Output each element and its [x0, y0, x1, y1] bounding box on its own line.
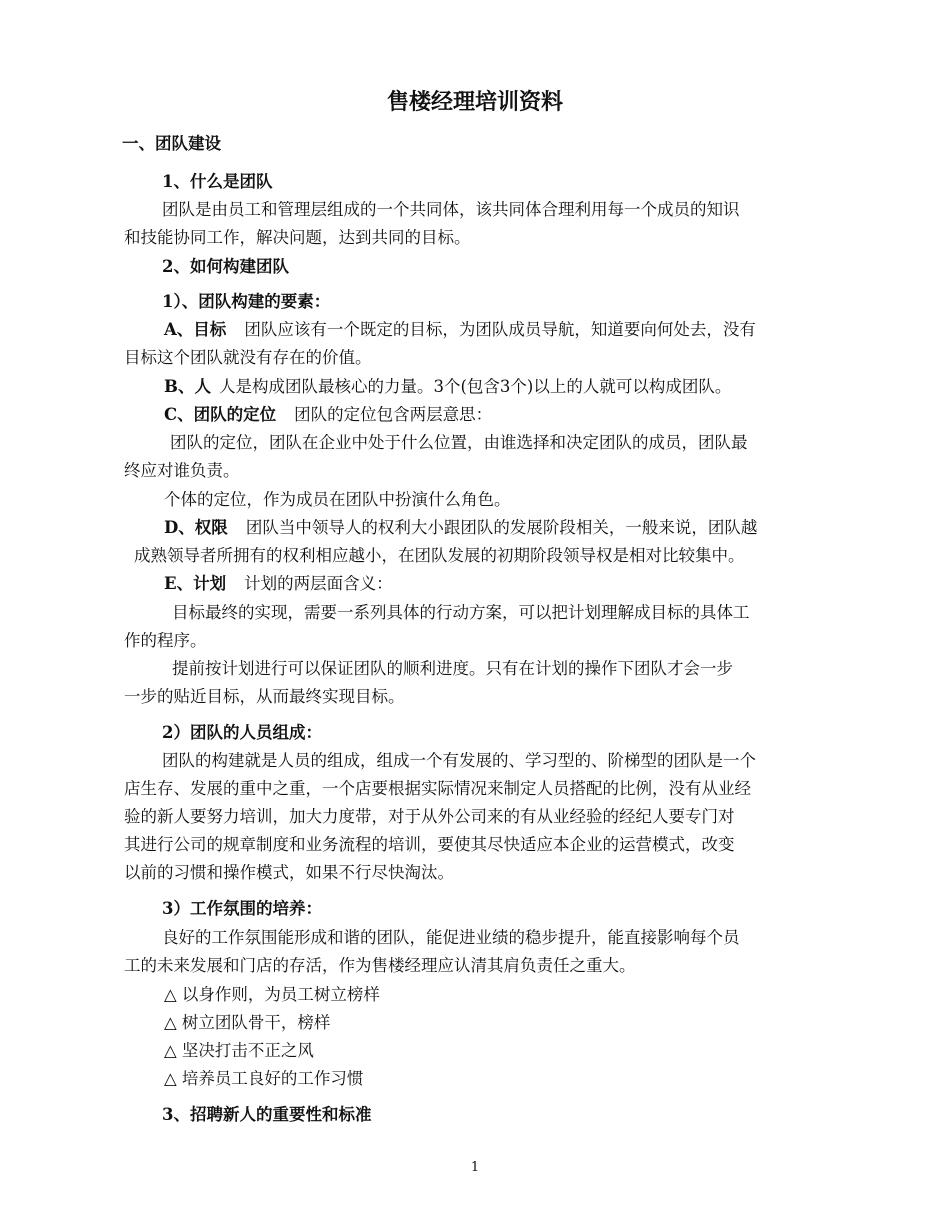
list-item: △ 培养员工良好的工作习惯 [164, 1069, 364, 1088]
page-number: 1 [470, 1160, 480, 1175]
list-item: △ 坚决打击不正之风 [164, 1041, 314, 1060]
item-line-c [164, 404, 492, 426]
item-label-b: B、人 [164, 377, 211, 396]
paragraph-line: 提前按计划进行可以保证团队的顺利进度。只有在计划的操作下团队才会一步 [172, 659, 733, 678]
item-line-e [164, 573, 393, 595]
document-title: 售楼经理培训资料 [386, 89, 563, 115]
subsection-heading-what-is-team: 1、什么是团队 [162, 172, 273, 191]
sub-heading-elements: 1）、团队构建的要素： [162, 292, 331, 311]
paragraph-line: 良好的工作氛围能形成和谐的团队，能促进业绩的稳步提升，能直接影响每个员 [162, 928, 740, 947]
paragraph-line: 验的新人要努力培训，加大力度带，对于从外公司来的有从业经验的经纪人要专门对 [124, 807, 735, 826]
list-item: △ 树立团队骨干，榜样 [164, 1013, 331, 1032]
paragraph-line: 工的未来发展和门店的存活，作为售楼经理应认清其肩负责任之重大。 [124, 956, 636, 975]
item-text-a: 团队应该有一个既定的目标，为团队成员导航，知道要向何处去，没有 [244, 320, 756, 339]
item-label-d: D、权限 [164, 518, 228, 537]
paragraph-line: 目标最终的实现，需要一系列具体的行动方案，可以把计划理解成目标的具体工 [172, 603, 750, 622]
paragraph-line: 团队是由员工和管理层组成的一个共同体，该共同体合理利用每一个成员的知识 [162, 200, 740, 219]
paragraph-line: 团队的定位，团队在企业中处于什么位置，由谁选择和决定团队的成员，团队最 [170, 433, 748, 452]
section-heading-team-building: 一、团队建设 [122, 134, 221, 153]
item-line-b [164, 376, 731, 398]
item-label-c: C、团队的定位 [164, 405, 277, 424]
paragraph-line: 以前的习惯和操作模式，如果不行尽快淘汰。 [124, 863, 454, 882]
paragraph-line: 终应对谁负责。 [124, 461, 240, 480]
list-item: △ 以身作则，为员工树立榜样 [164, 985, 380, 1004]
paragraph-line: 团队的构建就是人员的组成，组成一个有发展的、学习型的、阶梯型的团队是一个 [162, 751, 756, 770]
paragraph-line: 店生存、发展的重中之重，一个店要根据实际情况来制定人员搭配的比例，没有从业经 [124, 779, 751, 798]
subsection-heading-how-to-build-team: 2、如何构建团队 [162, 257, 289, 276]
item-text-c: 团队的定位包含两层意思： [294, 405, 493, 424]
paragraph-line: 作的程序。 [124, 631, 207, 650]
paragraph-line: 成熟领导者所拥有的权利相应越小，在团队发展的初期阶段领导权是相对比较集中。 [134, 546, 745, 565]
item-text-b: 人是构成团队最核心的力量。3个(包含3个)以上的人就可以构成团队。 [218, 377, 732, 396]
item-label-e: E、计划 [164, 574, 227, 593]
paragraph-line: 和技能协同工作，解决问题，达到共同的目标。 [124, 228, 471, 247]
item-line-a [164, 319, 756, 341]
sub-heading-work-atmosphere: 3）工作氛围的培养： [162, 899, 322, 918]
item-text-d: 团队当中领导人的权利大小跟团队的发展阶段相关，一般来说，团队越 [245, 518, 758, 537]
item-text-e: 计划的两层面含义： [244, 574, 393, 593]
sub-heading-staff-composition: 2）团队的人员组成： [162, 723, 322, 742]
paragraph-line: 个体的定位，作为成员在团队中扮演什么角色。 [164, 490, 511, 509]
paragraph-line: 其进行公司的规章制度和业务流程的培训，要使其尽快适应本企业的运营模式，改变 [124, 835, 735, 854]
paragraph-line: 一步的贴近目标，从而最终实现目标。 [124, 687, 405, 706]
paragraph-line: 目标这个团队就没有存在的价值。 [124, 348, 372, 367]
item-line-d [164, 517, 757, 539]
item-label-a: A、目标 [164, 320, 227, 339]
subsection-heading-recruitment: 3、招聘新人的重要性和标准 [162, 1105, 372, 1124]
